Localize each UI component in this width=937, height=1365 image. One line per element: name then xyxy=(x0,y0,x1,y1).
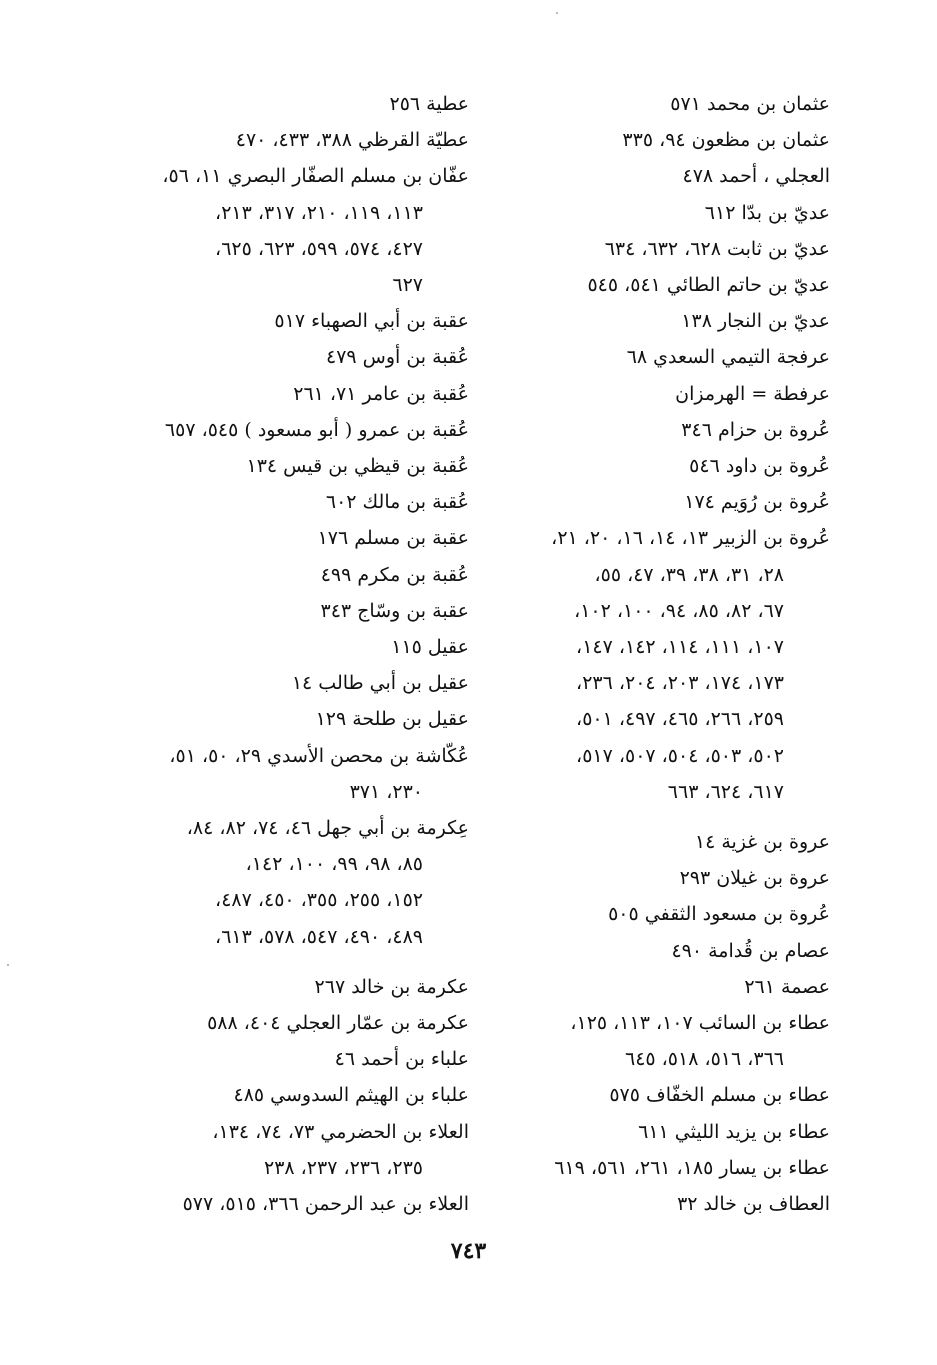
index-entry: العلاء بن عبد الرحمن ٣٦٦، ٥١٥، ٥٧٧ xyxy=(182,1193,469,1216)
index-entry: العلاء بن الحضرمي ٧٣، ٧٤، ١٣٤، xyxy=(212,1120,469,1143)
index-entry: عرفجة التيمي السعدي ٦٨ xyxy=(626,346,830,369)
index-entry: علباء بن أحمد ٤٦ xyxy=(334,1048,469,1071)
index-entry-continuation: ٢٣٥، ٢٣٦، ٢٣٧، ٢٣٨ xyxy=(263,1156,423,1179)
index-column-left xyxy=(124,86,469,1222)
index-entry-continuation: ١١٣، ١١٩، ٢١٠، ٣١٧، ٢١٣، xyxy=(215,201,423,224)
index-entry-continuation: ٢٣٠، ٣٧١ xyxy=(349,780,423,803)
index-entry: عُقبة بن عمرو ( أبو مسعود ) ٥٤٥، ٦٥٧ xyxy=(164,418,469,441)
index-entry: عُروة بن مسعود الثقفي ٥٠٥ xyxy=(608,903,830,926)
index-entry-continuation: ٤٨٩، ٤٩٠، ٥٤٧، ٥٧٨، ٦١٣، xyxy=(215,925,423,948)
index-entry: عكرمة بن خالد ٢٦٧ xyxy=(314,975,469,998)
index-entry: عديّ بن ثابت ٦٢٨، ٦٣٢، ٦٣٤ xyxy=(604,237,830,260)
scan-speck xyxy=(556,12,558,14)
index-entry: عُقبة بن مكرم ٤٩٩ xyxy=(320,563,469,586)
index-entry: عقبة بن مسلم ١٧٦ xyxy=(317,527,469,550)
index-entry: عروة بن غزية ١٤ xyxy=(694,831,830,854)
index-entry-continuation: ٢٨، ٣١، ٣٨، ٣٩، ٤٧، ٥٥، xyxy=(594,563,784,586)
index-entry: عكرمة بن عمّار العجلي ٤٠٤، ٥٨٨ xyxy=(207,1012,469,1035)
index-column-right xyxy=(490,86,830,1222)
index-entry-continuation: ٦٢٧ xyxy=(392,274,423,297)
index-entry: عثمان بن محمد ٥٧١ xyxy=(670,93,830,115)
index-entry: عطاء بن يسار ١٨٥، ٢٦١، ٥٦١، ٦١٩ xyxy=(554,1156,830,1179)
index-entry-continuation: ٣٦٦، ٥١٦، ٥١٨، ٦٤٥ xyxy=(624,1048,784,1071)
index-entry-continuation: ٦١٧، ٦٢٤، ٦٦٣ xyxy=(667,780,784,803)
index-entry: عطاء بن السائب ١٠٧، ١١٣، ١٢٥، xyxy=(570,1012,830,1035)
index-entry: عديّ بن النجار ١٣٨ xyxy=(681,310,830,333)
index-entry: عُقبة بن عامر ٧١، ٢٦١ xyxy=(293,382,469,405)
index-entry: عقبة بن أبي الصهباء ٥١٧ xyxy=(274,310,469,333)
index-entry-continuation: ٢٥٩، ٢٦٦، ٤٦٥، ٤٩٧، ٥٠١، xyxy=(576,708,784,731)
index-entry: عصمة ٢٦١ xyxy=(744,975,830,998)
index-entry: عقيل بن طلحة ١٢٩ xyxy=(315,708,469,731)
index-entry: عُقبة بن أوس ٤٧٩ xyxy=(325,346,469,369)
index-entry-continuation: ١٧٣، ١٧٤، ٢٠٣، ٢٠٤، ٢٣٦، xyxy=(576,672,784,695)
index-entry: عديّ بن حاتم الطائي ٥٤١، ٥٤٥ xyxy=(587,274,830,297)
index-entry: عقيل ١١٥ xyxy=(391,636,469,659)
index-entry: عطاء بن مسلم الخفّاف ٥٧٥ xyxy=(609,1084,830,1107)
index-entry: عثمان بن مظعون ٩٤، ٣٣٥ xyxy=(622,129,830,152)
index-entry: عقيل بن أبي طالب ١٤ xyxy=(291,672,469,695)
index-entry: علباء بن الهيثم السدوسي ٤٨٥ xyxy=(233,1084,469,1107)
index-entry: عفّان بن مسلم الصفّار البصري ١١، ٥٦، xyxy=(162,165,469,188)
index-entry: عطاء بن يزيد الليثي ٦١١ xyxy=(638,1120,830,1143)
index-entry: عديّ بن بدّا ٦١٢ xyxy=(704,201,830,224)
index-entry: عُروة بن حزام ٣٤٦ xyxy=(681,418,830,441)
index-entry-continuation: ١٥٢، ٢٥٥، ٣٥٥، ٤٥٠، ٤٨٧، xyxy=(215,889,423,912)
index-entry: عُقبة بن قيظي بن قيس ١٣٤ xyxy=(246,455,469,478)
index-entry-continuation: ٨٥، ٩٨، ٩٩، ١٠٠، ١٤٢، xyxy=(245,853,423,876)
index-entry: عُروة بن الزبير ١٣، ١٤، ١٦، ٢٠، ٢١، xyxy=(551,527,830,550)
scan-speck xyxy=(7,964,9,966)
index-entry-continuation: ٤٢٧، ٥٧٤، ٥٩٩، ٦٢٣، ٦٢٥، xyxy=(215,237,423,260)
index-entry: عطيّة القرظي ٣٨٨، ٤٣٣، ٤٧٠ xyxy=(235,129,469,152)
index-entry: عُقبة بن مالك ٦٠٢ xyxy=(325,491,469,514)
index-entry-continuation: ١٠٧، ١١١، ١١٤، ١٤٢، ١٤٧، xyxy=(576,636,784,659)
entry-gap xyxy=(490,810,830,824)
index-entry: العجلي ، أحمد ٤٧٨ xyxy=(682,165,830,188)
index-entry: عُروة بن داود ٥٤٦ xyxy=(689,455,830,478)
index-entry: عروة بن غيلان ٢٩٣ xyxy=(679,867,830,890)
index-entry: العطاف بن خالد ٣٢ xyxy=(677,1193,830,1216)
index-entry: عُروة بن رُوَيم ١٧٤ xyxy=(684,491,830,514)
index-entry: عطية ٢٥٦ xyxy=(389,93,469,115)
index-entry: عصام بن قُدامة ٤٩٠ xyxy=(671,939,830,962)
page-number: ٧٤٣ xyxy=(450,1238,487,1264)
index-entry: عُكّاشة بن محصن الأسدي ٢٩، ٥٠، ٥١، xyxy=(169,744,469,767)
index-entry: عِكرمة بن أبي جهل ٤٦، ٧٤، ٨٢، ٨٤، xyxy=(186,817,469,840)
index-entry: عقبة بن وسّاج ٣٤٣ xyxy=(320,599,469,622)
index-entry-continuation: ٦٧، ٨٢، ٨٥، ٩٤، ١٠٠، ١٠٢، xyxy=(574,599,784,622)
index-entry: عرفطة = الهرمزان xyxy=(675,382,830,405)
entry-gap xyxy=(124,955,469,969)
index-entry-continuation: ٥٠٢، ٥٠٣، ٥٠٤، ٥٠٧، ٥١٧، xyxy=(576,744,784,767)
